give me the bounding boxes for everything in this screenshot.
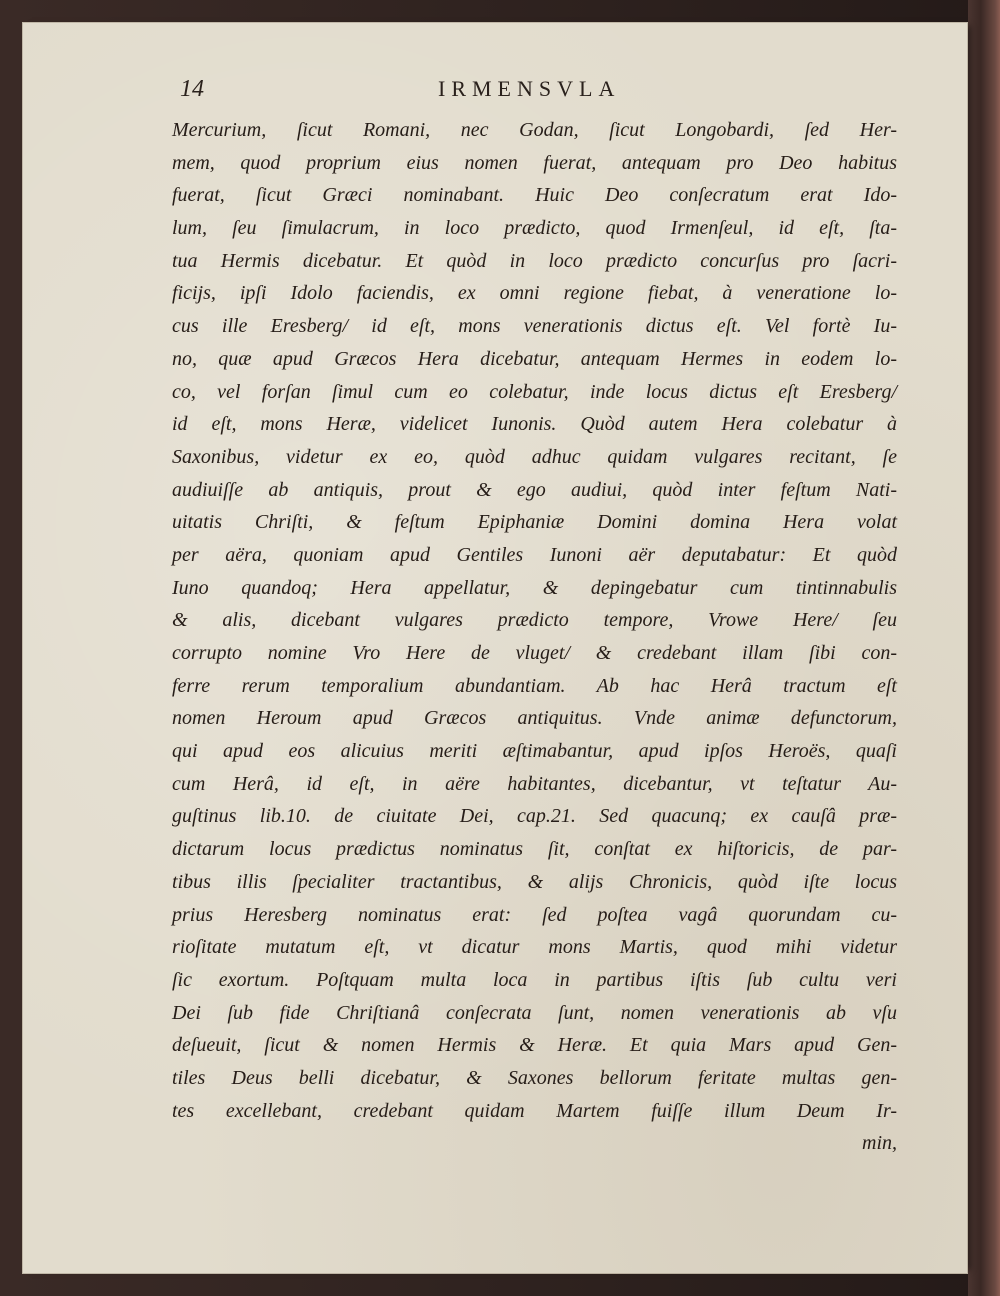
text-line: corrupto nomine Vro Here de vluget/ & credebant illam ſibi con- xyxy=(172,642,897,664)
text-line: co, vel forſan ſimul cum eo colebatur, inde locus dictus eſt Eresberg/ xyxy=(172,380,897,403)
running-title: IRMENSVLA xyxy=(438,76,621,101)
text-line: lum, ſeu ſimulacrum, in loco prædicto, quod Irmenſeul, id eſt, ſta- xyxy=(172,217,897,240)
text-line: mem, quod proprium eius nomen fuerat, antequam pro Deo habitus xyxy=(172,151,897,174)
text-line: cum Herâ, id eſt, in aëre habitantes, dicebantur, vt teſtatur Au- xyxy=(172,772,897,795)
text-line: tua Hermis dicebatur. Et quòd in loco prædicto concurſus pro ſacri- xyxy=(172,249,897,272)
text-line: Dei ſub fide Chriſtianâ conſecrata ſunt, nomen venerationis ab vſu xyxy=(172,1001,897,1024)
text-line: fuerat, ſicut Græci nominabant. Huic Deo conſecratum erat Ido- xyxy=(172,184,897,207)
text-line: cus ille Eresberg/ id eſt, mons venerationis dictus eſt. Vel fortè Iu- xyxy=(172,315,897,338)
text-line: tiles Deus belli dicebatur, & Saxones bellorum feritate multas gen- xyxy=(172,1066,897,1089)
text-line: prius Heresberg nominatus erat: ſed poſtea vagâ quorundam cu- xyxy=(172,903,897,926)
text-line: dictarum locus prædictus nominatus ſit, conſtat ex hiſtoricis, de par- xyxy=(172,838,897,861)
text-line: per aëra, quoniam apud Gentiles Iunoni aër deputabatur: Et quòd xyxy=(172,543,897,566)
text-line: & alis, dicebant vulgares prædicto tempore, Vrowe Here/ ſeu xyxy=(172,609,897,632)
text-line: Iuno quandoq; Hera appellatur, & depingebatur cum tintinnabulis xyxy=(172,576,897,599)
text-line: ſic exortum. Poſtquam multa loca in partibus iſtis ſub cultu veri xyxy=(172,968,897,991)
page-number: 14 xyxy=(180,76,204,102)
text-line: tes excellebant, credebant quidam Martem fuiſſe illum Deum Ir- xyxy=(172,1099,897,1122)
page-body-text xyxy=(172,114,897,1160)
text-line: id eſt, mons Heræ, videlicet Iunonis. Quòd autem Hera colebatur à xyxy=(172,413,897,436)
text-line: Saxonibus, videtur ex eo, quòd adhuc quidam vulgares recitant, ſe xyxy=(172,445,897,468)
text-line: ferre rerum temporalium abundantiam. Ab hac Herâ tractum eſt xyxy=(172,674,897,697)
text-line: nomen Heroum apud Græcos antiquitus. Vnde animæ defunctorum, xyxy=(172,707,897,730)
text-line: audiuiſſe ab antiquis, prout & ego audiui, quòd inter feſtum Nati- xyxy=(172,478,897,501)
book-edge xyxy=(968,0,1000,1296)
text-line: Mercurium, ſicut Romani, nec Godan, ſicut Longobardi, ſed Her- xyxy=(172,119,897,141)
text-line: tibus illis ſpecialiter tractantibus, & alijs Chronicis, quòd iſte locus xyxy=(172,870,897,893)
page-header xyxy=(180,76,660,110)
text-line: qui apud eos alicuius meriti æſtimabantur, apud ipſos Heroës, quaſi xyxy=(172,740,897,763)
text-line: ficijs, ipſi Idolo faciendis, ex omni regione fiebat, à veneratione lo- xyxy=(172,282,897,305)
text-line: rioſitate mutatum eſt, vt dicatur mons Martis, quod mihi videtur xyxy=(172,936,897,959)
text-line: uitatis Chriſti, & feſtum Epiphaniæ Domini domina Hera volat xyxy=(172,511,897,534)
text-line: no, quæ apud Græcos Hera dicebatur, antequam Hermes in eodem lo- xyxy=(172,347,897,370)
text-line: deſueuit, ſicut & nomen Hermis & Heræ. Et quia Mars apud Gen- xyxy=(172,1034,897,1057)
text-line: guſtinus lib.10. de ciuitate Dei, cap.21. Sed quacunq; ex cauſâ præ- xyxy=(172,805,897,828)
catchword: min, xyxy=(862,1132,897,1155)
